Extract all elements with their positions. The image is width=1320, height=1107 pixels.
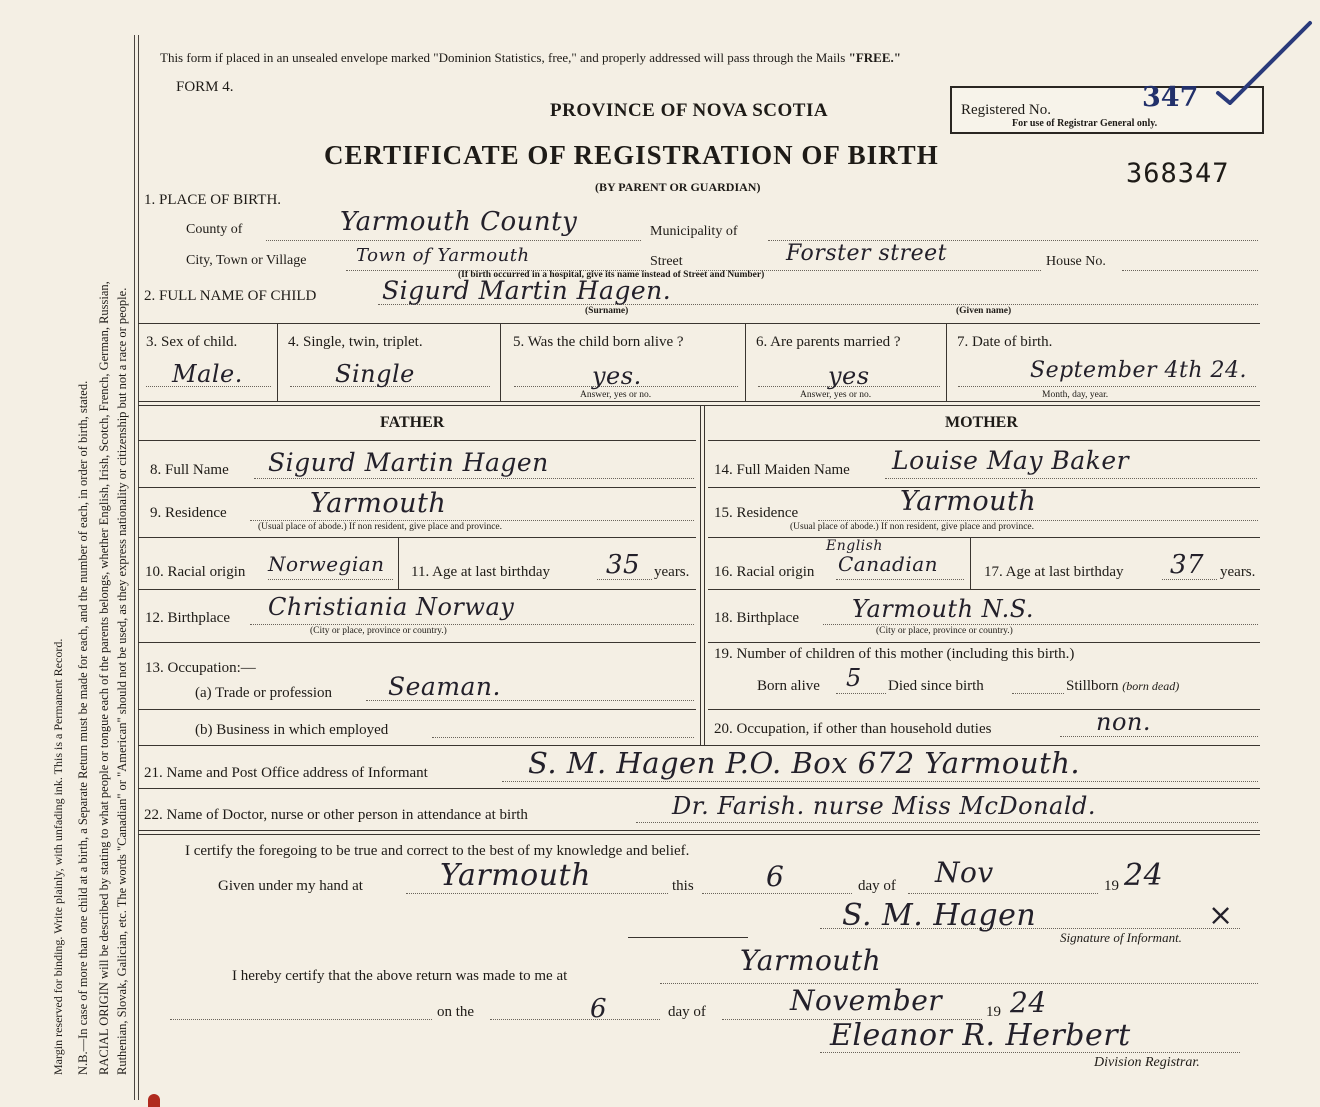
dob-note: Month, day, year. (1042, 390, 1109, 400)
registrar-year-prefix: 19 (986, 1004, 1001, 1020)
mother-name-dots (885, 478, 1257, 479)
sex-value: Male. (172, 360, 243, 388)
col-div-2 (500, 323, 501, 401)
mail-notice (160, 50, 901, 66)
stillborn-label (1066, 678, 1179, 695)
county-value: Yarmouth County (340, 207, 578, 237)
rule-after-row3-b (138, 405, 1260, 406)
father-residence-dots (250, 520, 694, 521)
city-label: City, Town or Village (186, 253, 307, 268)
informant-dots (502, 781, 1258, 782)
married-note: Answer, yes or no. (800, 390, 872, 400)
blank-sig-line (628, 937, 748, 938)
sex-label: 3. Sex of child. (146, 334, 238, 350)
mother-race-dots (836, 579, 964, 580)
col-div-3 (745, 323, 746, 401)
place-of-birth-heading: 1. PLACE OF BIRTH. (144, 192, 282, 208)
registered-number-note: For use of Registrar General only. (1012, 118, 1158, 129)
year-prefix: 19 (1104, 878, 1119, 894)
rule-after-informant (138, 788, 1260, 789)
father-name-label: 8. Full Name (150, 462, 229, 478)
mother-children-label: 19. Number of children of this mother (including this birth.) (714, 646, 1075, 662)
father-age-value: 35 (606, 550, 641, 580)
registrar-place-dots (660, 983, 1258, 984)
margin-note-4: Ruthenian, Slovak, Galician, etc. The words "Canadian" or "American" should not be used, as they express nationality or citizenship but not a race or people. (115, 287, 129, 1075)
margin-rule-outer (134, 35, 135, 1100)
father-trade-value: Seaman. (388, 672, 501, 701)
margin-note-1: Margin reserved for binding. Write plainly, with unfading ink. This is a Permanent Record. (51, 638, 65, 1075)
parents-divider-b (704, 405, 705, 745)
onthe-label: on the (437, 1004, 475, 1020)
mother-birthplace-label: 18. Birthplace (714, 610, 799, 626)
registrar-line-dots (170, 1019, 432, 1020)
province-heading: PROVINCE OF NOVA SCOTIA (550, 100, 829, 121)
father-trade-label: (a) Trade or profession (195, 685, 333, 701)
informant-x-mark: × (1208, 898, 1234, 933)
mother-rule-3 (708, 537, 1260, 538)
mother-heading: MOTHER (945, 414, 1018, 431)
registrar-text: I hereby certify that the above return was made to me at (232, 968, 568, 984)
mother-birthplace-value: Yarmouth N.S. (852, 595, 1034, 623)
mother-rule-1 (708, 440, 1260, 441)
father-race-dots (268, 579, 393, 580)
margin-note-3: RACIAL ORIGIN will be described by stating to what people or tongue each of the parents belongs, whether English, Irish, Scotch, French, German, Russian, (97, 281, 111, 1075)
father-heading: FATHER (380, 414, 445, 431)
father-rule-3 (138, 537, 696, 538)
mother-residence-dots (818, 520, 1258, 521)
col-div-1 (277, 323, 278, 401)
registrar-day-value: 6 (590, 994, 608, 1024)
page-subtitle: (BY PARENT OR GUARDIAN) (595, 180, 761, 194)
alive-label: 5. Was the child born alive ? (513, 334, 684, 350)
father-rule-6 (138, 709, 696, 710)
father-residence-value: Yarmouth (310, 488, 447, 519)
father-race-value: Norwegian (268, 552, 385, 576)
single-label: 4. Single, twin, triplet. (288, 334, 423, 350)
given-place-dots (406, 893, 668, 894)
given-label: Given under my hand at (218, 878, 363, 894)
mother-rule-5 (708, 642, 1260, 643)
father-birthplace-label: 12. Birthplace (145, 610, 230, 626)
page-title: CERTIFICATE OF REGISTRATION OF BIRTH (324, 140, 939, 170)
died-label: Died since birth (888, 678, 984, 694)
registrar-label: Division Registrar. (1094, 1055, 1200, 1070)
county-label: County of (186, 222, 243, 237)
informant-signature: S. M. Hagen (842, 898, 1037, 933)
house-number-label: House No. (1046, 254, 1106, 269)
father-rule-5 (138, 642, 696, 643)
surname-note: (Surname) (585, 306, 629, 316)
rule-after-doctor (138, 830, 1260, 831)
born-alive-dots (836, 693, 886, 694)
father-occupation-label: 13. Occupation:— (145, 660, 256, 676)
born-alive-label: Born alive (757, 678, 820, 694)
col-div-4 (946, 323, 947, 401)
house-number-dots (1122, 270, 1258, 271)
mail-notice-free: "FREE." (848, 50, 901, 65)
father-name-value: Sigurd Martin Hagen (268, 448, 549, 477)
registered-number-value: 347 (1142, 82, 1199, 113)
margin-note-2: N.B.—In case of more than one child at a birth, a Separate Return must be made for each, and the number of each, in order of birth, stated. (76, 380, 90, 1075)
registrar-year-value: 24 (1010, 986, 1047, 1019)
father-age-label: 11. Age at last birthday (411, 564, 550, 580)
mother-residence-note: (Usual place of abode.) If non resident, give place and province. (790, 522, 1034, 532)
mother-name-value: Louise May Baker (892, 446, 1130, 475)
rule-after-row3 (138, 401, 1260, 402)
municipality-label: Municipality of (650, 224, 738, 239)
doctor-value: Dr. Farish. nurse Miss McDonald. (672, 792, 1097, 820)
mother-occupation-dots (1060, 736, 1258, 737)
registrar-dayof-label: day of (668, 1004, 706, 1020)
rule-after-doctor-b (138, 834, 1260, 835)
alive-value: yes. (592, 362, 642, 390)
serial-number: 368347 (1126, 158, 1230, 189)
dob-label: 7. Date of birth. (957, 334, 1053, 350)
married-value: yes (828, 362, 870, 390)
child-name-value: Sigurd Martin Hagen. (382, 276, 672, 305)
mail-notice-text: This form if placed in an unsealed envelope marked "Dominion Statistics, free," and properly addressed will pass through the Mails (160, 50, 849, 65)
dob-dots (958, 386, 1256, 387)
registered-number-label: Registered No. (961, 102, 1051, 118)
informant-sig-label: Signature of Informant. (1060, 930, 1182, 945)
dob-value: September 4th 24. (1030, 358, 1247, 383)
given-name-note: (Given name) (956, 306, 1012, 316)
father-rule-1 (138, 440, 696, 441)
ink-stain (148, 1094, 160, 1107)
form-number: FORM 4. (176, 79, 234, 95)
mother-occupation-label: 20. Occupation, if other than household duties (714, 721, 992, 737)
father-age-years: years. (654, 564, 690, 580)
mother-name-label: 14. Full Maiden Name (714, 462, 850, 478)
margin-rule-inner (138, 35, 139, 1100)
month-dots (908, 893, 1098, 894)
doctor-dots (636, 822, 1258, 823)
mother-race-label: 16. Racial origin (714, 564, 815, 580)
father-residence-note: (Usual place of abode.) If non resident, give place and province. (258, 522, 502, 532)
mother-age-value: 37 (1170, 550, 1205, 580)
father-name-dots (254, 478, 694, 479)
dayof-label: day of (858, 878, 896, 894)
mother-rule-4 (708, 589, 1260, 590)
mother-age-label: 17. Age at last birthday (984, 564, 1124, 580)
father-birthplace-dots (250, 624, 694, 625)
street-value: Forster street (786, 241, 948, 266)
parents-divider (700, 405, 701, 745)
father-business-dots (432, 737, 694, 738)
stillborn-text: Stillborn (1066, 678, 1119, 694)
year-value: 24 (1124, 858, 1164, 893)
mother-race-value: Canadian (838, 552, 939, 576)
registrar-signature: Eleanor R. Herbert (830, 1018, 1131, 1053)
died-dots (1012, 693, 1064, 694)
registrar-month-value: November (790, 984, 943, 1017)
mother-residence-value: Yarmouth (900, 486, 1037, 517)
married-label: 6. Are parents married ? (756, 334, 901, 350)
this-label: this (672, 878, 694, 894)
alive-note: Answer, yes or no. (580, 390, 652, 400)
day-dots (702, 893, 852, 894)
mother-race-divider (970, 537, 971, 589)
county-dots (266, 240, 641, 241)
mother-rule-6 (708, 709, 1260, 710)
registrar-check-mark (1210, 15, 1320, 105)
hospital-note: (If birth occurred in a hospital, give its name instead of Street and Number) (458, 270, 765, 280)
given-place-value: Yarmouth (440, 858, 591, 893)
mother-birthplace-note: (City or place, province or country.) (876, 626, 1013, 636)
mother-age-years: years. (1220, 564, 1256, 580)
doctor-label: 22. Name of Doctor, nurse or other person in attendance at birth (144, 807, 528, 823)
mother-residence-label: 15. Residence (714, 505, 799, 521)
informant-label: 21. Name and Post Office address of Informant (144, 765, 428, 781)
street-label: Street (650, 254, 683, 269)
father-race-label: 10. Racial origin (145, 564, 246, 580)
rule-after-child (138, 323, 1260, 324)
certify-text: I certify the foregoing to be true and correct to the best of my knowledge and belief. (185, 843, 690, 859)
father-business-label: (b) Business in which employed (195, 722, 389, 738)
registrar-place-value: Yarmouth (740, 944, 882, 977)
child-name-label: 2. FULL NAME OF CHILD (144, 288, 317, 304)
father-rule-4 (138, 589, 696, 590)
father-residence-label: 9. Residence (150, 505, 227, 521)
registrar-day-dots (490, 1019, 660, 1020)
mother-race-correction: English (826, 538, 883, 554)
single-value: Single (335, 360, 415, 388)
father-birthplace-note: (City or place, province or country.) (310, 626, 447, 636)
city-value: Town of Yarmouth (356, 245, 530, 266)
father-race-divider (398, 537, 399, 589)
mother-birthplace-dots (823, 624, 1258, 625)
mother-occupation-value: non. (1096, 708, 1151, 736)
father-birthplace-value: Christiania Norway (268, 593, 515, 621)
month-value: Nov (935, 856, 994, 889)
born-alive-value: 5 (846, 664, 862, 692)
informant-value: S. M. Hagen P.O. Box 672 Yarmouth. (528, 746, 1081, 780)
day-value: 6 (766, 860, 785, 893)
stillborn-note: (born dead) (1122, 679, 1180, 693)
